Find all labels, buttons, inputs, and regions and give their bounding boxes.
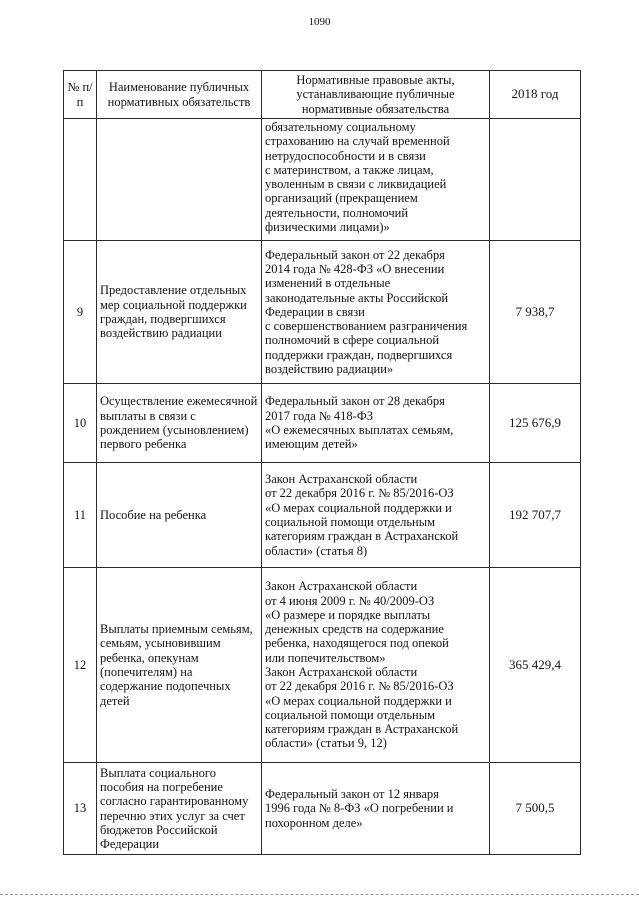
legal-acts-cell — [262, 763, 490, 855]
table-row — [64, 384, 581, 463]
legal-act-line: изменений в отдельные — [265, 276, 391, 291]
row-number: 10 — [64, 384, 97, 463]
amount-2018: 192 707,7 — [490, 463, 581, 568]
legal-act-line: Закон Астраханской области — [265, 472, 418, 487]
obligation-name — [97, 119, 262, 241]
legal-act-line: «О размере и порядке выплаты — [265, 607, 431, 622]
legal-act-line: Федерации в связи — [265, 304, 365, 319]
legal-act-line: поддержки граждан, подвергшихся — [265, 347, 453, 362]
table-row — [64, 119, 581, 241]
obligations-table — [63, 70, 581, 855]
header-name: Наименование публичных нормативных обязательств — [97, 71, 262, 119]
legal-act-line: «О мерах социальной поддержки и — [265, 500, 452, 515]
table-body — [64, 119, 581, 855]
legal-acts-cell — [262, 568, 490, 763]
legal-act-line: ребенка, находящегося под опекой — [265, 636, 449, 651]
amount-2018 — [490, 119, 581, 241]
legal-act-line: имеющим детей» — [265, 437, 358, 452]
legal-act-line: социальной помощи отдельным — [265, 515, 436, 529]
obligation-name: Выплаты приемным семьям, семьям, усыновившим ребенка, опекунам (попечителям) на содержание подопечных детей — [97, 568, 262, 763]
amount-2018: 365 429,4 — [490, 568, 581, 763]
legal-act-line: области» (статьи 9, 12) — [265, 736, 387, 751]
legal-act-line: Закон Астраханской области — [265, 579, 418, 594]
row-number: 12 — [64, 568, 97, 763]
legal-act-line: категориям граждан в Астраханской — [265, 722, 459, 737]
legal-act-line: полномочий в сфере социальной — [265, 333, 440, 348]
amount-2018: 7 938,7 — [490, 241, 581, 384]
legal-act-line: Федеральный закон от 22 декабря — [265, 247, 445, 262]
obligation-name: Выплата социального пособия на погребение согласно гарантированному перечню этих услуг за счет бюджетов Российской Федерации — [97, 763, 262, 855]
legal-act-line: законодательные акты Российской — [265, 290, 449, 305]
obligation-name: Пособие на ребенка — [97, 463, 262, 568]
legal-act-line: от 22 декабря 2016 г. № 85/2016-ОЗ — [265, 679, 454, 694]
header-acts: Нормативные правовые акты, устанавливающие публичные нормативные обязательства — [262, 71, 490, 119]
legal-acts-cell — [262, 384, 490, 463]
obligation-name: Предоставление отдельных мер социальной поддержки граждан, подвергшихся воздействию радиации — [97, 241, 262, 384]
legal-act-line: с материнством, а также лицам, — [265, 162, 434, 177]
legal-act-line: нетрудоспособности и в связи — [265, 148, 426, 163]
row-number — [64, 119, 97, 241]
legal-act-line: от 22 декабря 2016 г. № 85/2016-ОЗ — [265, 486, 454, 501]
row-number: 11 — [64, 463, 97, 568]
legal-act-line: области» (статья 8) — [265, 543, 368, 558]
row-number: 13 — [64, 763, 97, 855]
row-number: 9 — [64, 241, 97, 384]
page-bottom-divider — [0, 894, 639, 895]
legal-act-line: Закон Астраханской области — [265, 665, 418, 679]
legal-act-line: «О ежемесячных выплатах семьям, — [265, 423, 454, 437]
legal-act-line: страхованию на случай временной — [265, 134, 450, 149]
legal-acts-cell — [262, 119, 490, 241]
legal-act-line: денежных средств на содержание — [265, 622, 444, 637]
header-year: 2018 год — [490, 71, 581, 119]
table-row — [64, 568, 581, 763]
page-number: 1090 — [308, 16, 331, 28]
legal-acts-cell — [262, 241, 490, 384]
legal-act-line: 2017 года № 418-ФЗ — [265, 408, 373, 423]
legal-act-line: похоронном деле» — [265, 815, 363, 830]
obligation-name: Осуществление ежемесячной выплаты в связи с рождением (усыновлением) первого ребенка — [97, 384, 262, 463]
table-row — [64, 763, 581, 855]
legal-act-line: с совершенствованием разграничения — [265, 319, 468, 334]
amount-2018: 7 500,5 — [490, 763, 581, 855]
legal-act-line: уволенным в связи с ликвидацией — [265, 177, 447, 192]
legal-act-line: физическими лицами)» — [265, 220, 390, 235]
legal-act-line: воздействию радиации» — [265, 362, 394, 377]
header-num: № п/п — [64, 71, 97, 119]
legal-act-line: «О мерах социальной поддержки и — [265, 693, 452, 708]
legal-act-line: от 4 июня 2009 г. № 40/2009-ОЗ — [265, 593, 435, 608]
amount-2018: 125 676,9 — [490, 384, 581, 463]
legal-act-line: категориям граждан в Астраханской — [265, 529, 459, 544]
legal-act-line: Федеральный закон от 12 января — [265, 787, 439, 802]
legal-acts-cell — [262, 463, 490, 568]
table-row — [64, 241, 581, 384]
legal-act-line: или попечительством» — [265, 650, 386, 665]
legal-act-line: 1996 года № 8-ФЗ «О погребении и — [265, 801, 454, 816]
table-row — [64, 463, 581, 568]
legal-act-line: деятельности, полномочий — [265, 205, 409, 220]
legal-act-line: социальной помощи отдельным — [265, 707, 436, 722]
legal-act-line: 2014 года № 428-ФЗ «О внесении — [265, 261, 445, 276]
legal-act-line: обязательному социальному — [265, 120, 416, 134]
legal-act-line: Федеральный закон от 28 декабря — [265, 394, 445, 409]
table-header-row — [64, 71, 581, 119]
legal-act-line: организаций (прекращением — [265, 191, 418, 206]
